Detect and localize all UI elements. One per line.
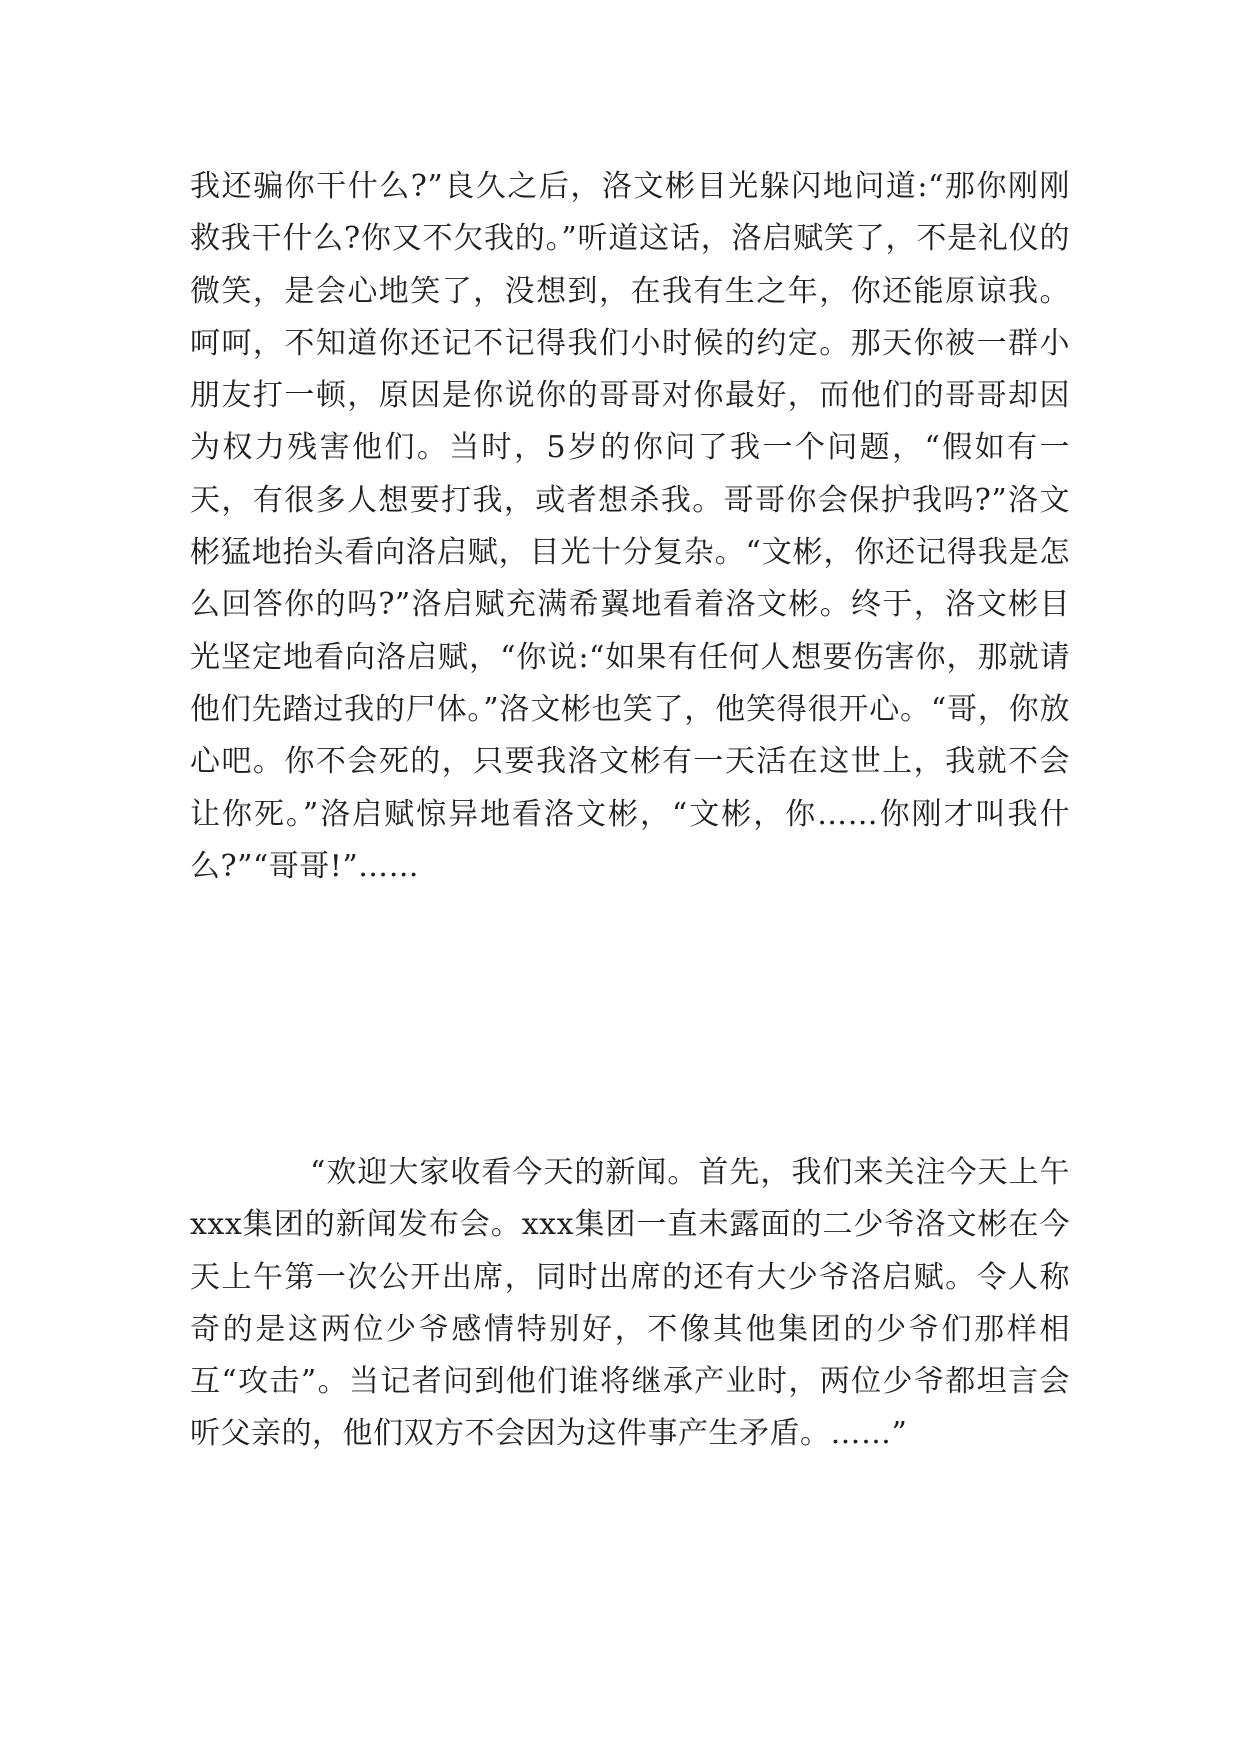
story-paragraph-news: “欢迎大家收看今天的新闻。首先，我们来关注今天上午xxx集团的新闻发布会。xxx集团一直未露面的二少爷洛文彬在今天上午第一次公开出席，同时出席的还有大少爷洛启赋。令人称奇的是这两位少爷感情特别好，不像其他集团的少爷们那样相互“攻击”。当记者问到他们谁将继承产业时，两位少爷都坦言会听父亲的，他们双方不会因为这件事产生矛盾。……” [190, 1155, 1070, 1452]
story-paragraph-dialogue: 我还骗你干什么?”良久之后，洛文彬目光躲闪地问道:“那你刚刚救我干什么?你又不欠我的。”听道这话，洛启赋笑了，不是礼仪的微笑，是会心地笑了，没想到，在我有生之年，你还能原谅我。呵呵，不知道你还记不记得我们小时候的约定。那天你被一群小朋友打一顿，原因是你说你的哥哥对你最好，而他们的哥哥却因为权力残害他们。当时，5岁的你问了我一个问题，“假如有一天，有很多人想要打我，或者想杀我。哥哥你会保护我吗?”洛文彬猛地抬头看向洛启赋，目光十分复杂。“文彬，你还记得我是怎么回答你的吗?”洛启赋充满希翼地看着洛文彬。终于，洛文彬目光坚定地看向洛启赋，“你说:“如果有任何人想要伤害你，那就请他们先踏过我的尸体。”洛文彬也笑了，他笑得很开心。“哥，你放心吧。你不会死的，只要我洛文彬有一天活在这世上，我就不会让你死。”洛启赋惊异地看洛文彬，“文彬，你……你刚才叫我什么?”“哥哥!”…… [190, 169, 1070, 884]
